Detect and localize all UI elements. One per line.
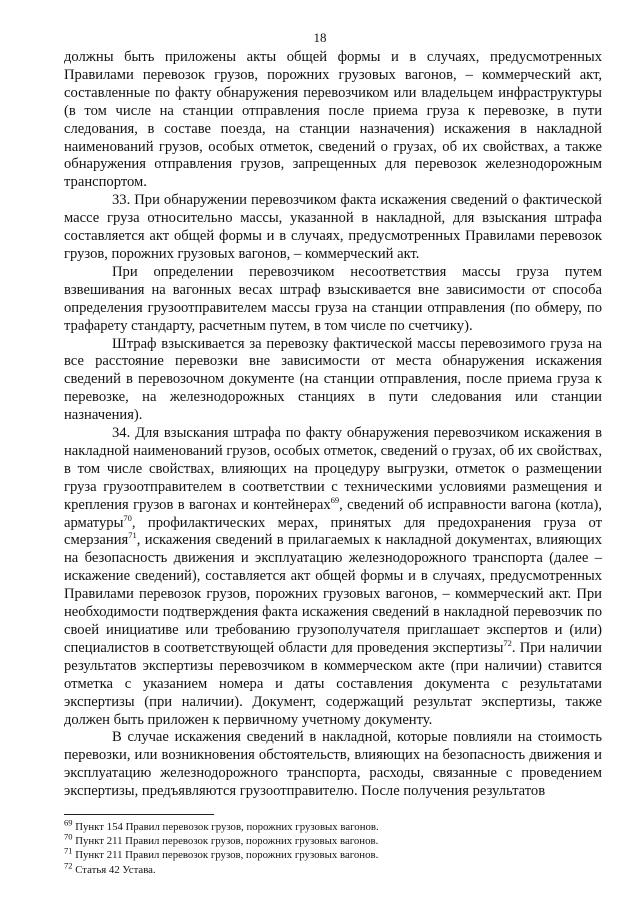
page-number: 18 xyxy=(313,30,327,45)
footnote xyxy=(64,845,584,862)
footnote-mark: 72 xyxy=(64,860,73,871)
paragraph xyxy=(64,264,602,336)
footnotes xyxy=(64,817,584,877)
paragraph xyxy=(64,425,602,729)
footnote-reference: 71 xyxy=(128,530,137,541)
footnote xyxy=(64,860,584,877)
body-text xyxy=(64,49,602,801)
paragraph-text: , сведений об исправности вагона (котла), арматуры xyxy=(64,496,603,531)
paragraph xyxy=(64,49,602,192)
paragraph-text: 34. Для взыскания штрафа по факту обнаружения перевозчиком искажения в накладной наименований грузов, особых отметок, сведений о грузах, об их свойствах, в том числе свойствах, влияющих на процедуру выгрузки, отметок о размещении груза грузоотправителем в соответствии с техническими условиями размещения и крепления грузов в вагонах и контейнерах xyxy=(64,425,602,513)
footnote-text: Статья 42 Устава. xyxy=(72,863,156,876)
paragraph-text: Штраф взыскивается за перевозку фактической массы перевозимого груза на все расстояние перевозки вне зависимости от места обнаружения искажения сведений в перевозочном документе (на станции отправления, после приема груза к перевозке, на железнодорожных станциях в пути следования или станции назначения). xyxy=(64,335,602,424)
paragraph-text: В случае искажения сведений в накладной, которые повлияли на стоимость перевозки, или возникновения обстоятельств, влияющих на безопасность движения и эксплуатацию железнодорожного транспорта, расходы, связанные с проведением экспертизы, предъявляются грузоотправителю. После получения результатов xyxy=(64,729,602,800)
footnote-mark: 69 xyxy=(64,817,73,828)
footnote-text: Пункт 211 Правил перевозок грузов, порожних грузовых вагонов. xyxy=(72,835,379,848)
paragraph-text: должны быть приложены акты общей формы и в случаях, предусмотренных Правилами перевозок грузов, порожних грузовых вагонов, – коммерческий акт, составленные по факту обнаружения перевозчиком или владельцем инфраструктуры (в том числе на станции отправления после приема груза к перевозке, в пути следования, в составе поезда, на станции назначения) искажения в накладной наименований грузов, особых отметок, сведений о грузах, об их свойствах, а также обнаружения отправления грузов, запрещенных для перевозок железнодорожным транспортом. xyxy=(64,49,602,191)
footnote-text: Пункт 211 Правил перевозок грузов, порожних грузовых вагонов. xyxy=(72,849,379,862)
paragraph-text: , искажения сведений в прилагаемых к накладной документах, влияющих на безопасность движения и эксплуатацию железнодорожного транспорта (далее – искажение сведений), составляется акт общей формы и в случаях, предусмотренных Правилами перевозок грузов, порожних грузовых вагонов, – коммерческий акт. При необходимости подтверждения факта искажения сведений в накладной перевозчик по своей инициативе или требованию грузополучателя приглашает экспертов и (или) специалистов в соответствующей области для проведения экспертизы xyxy=(64,532,602,656)
paragraph xyxy=(64,192,602,264)
paragraph xyxy=(64,729,602,801)
footnote-separator xyxy=(64,814,214,815)
footnote-mark: 71 xyxy=(64,845,73,856)
paragraph-text: 33. При обнаружении перевозчиком факта искажения сведений о фактической массе груза относительно массы, указанной в накладной, для взыскания штрафа составляется акт общей формы и в случаях, предусмотренных Правилами перевозок грузов, порожних грузовых вагонов, – коммерческий акт. xyxy=(64,192,602,262)
paragraph xyxy=(64,336,602,426)
footnote-reference: 72 xyxy=(503,638,512,649)
footnote-text: Пункт 154 Правил перевозок грузов, порожних грузовых вагонов. xyxy=(72,821,379,833)
footnote-reference: 69 xyxy=(330,494,340,505)
footnote-reference: 70 xyxy=(123,512,132,523)
paragraph-text: , профилактических мерах, принятых для предохранения груза от смерзания xyxy=(64,514,602,549)
footnote-mark: 70 xyxy=(64,831,73,842)
paragraph-text: При определении перевозчиком несоответствия массы груза путем взвешивания на вагонных весах штраф взыскивается вне зависимости от способа определения грузоотправителем массы груза на станции отправления (по обмеру, по трафарету стандарту, расчетным путем, в том числе по счетчику). xyxy=(64,263,602,334)
footnote xyxy=(64,831,584,848)
paragraph-text: . При наличии результатов экспертизы перевозчиком в коммерческом акте (при наличии) ставится отметка с указанием номера и даты составления документа с результатами экспертизы (при наличии). Документ, содержащий результат экспертизы, также должен быть приложен к первичному учетному документу. xyxy=(64,639,602,728)
footnote xyxy=(64,817,584,834)
